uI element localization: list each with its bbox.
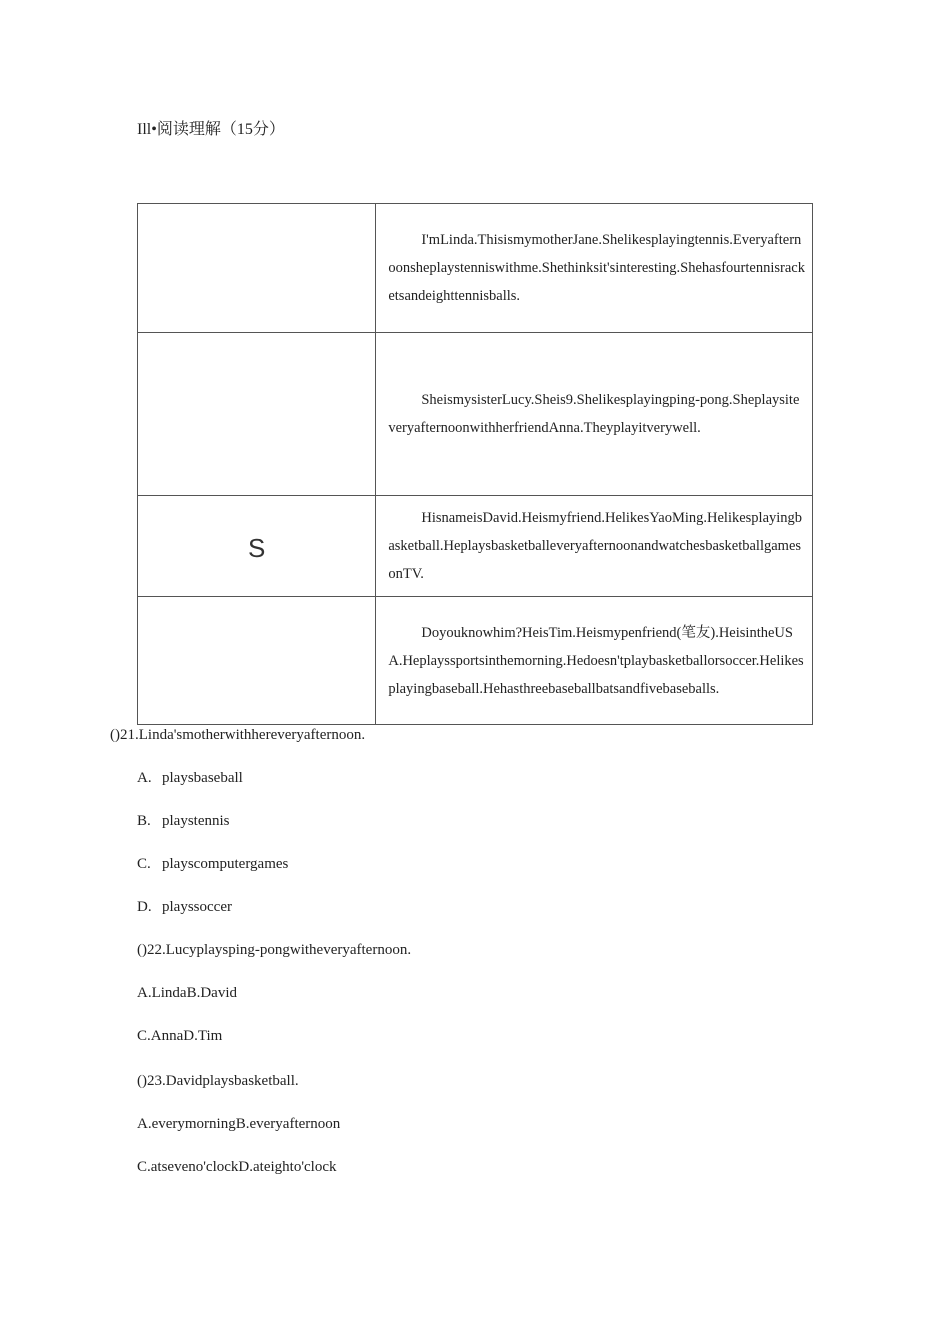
q21-option-c — [137, 854, 288, 874]
passage-image-cell — [138, 597, 376, 725]
q21-option-b — [137, 811, 230, 831]
passage-text: SheismysisterLucy.Sheis9.Shelikesplayingping-pong.SheplaysiteveryafternoonwithherfriendAnna.Theyplayitverywell. — [388, 392, 800, 436]
reading-passages-table — [137, 203, 813, 725]
option-text: playsbaseball — [162, 770, 243, 786]
passage-image-cell — [138, 496, 376, 597]
question-22: ()22.Lucyplaysping-pongwitheveryafternoon. — [137, 942, 412, 958]
section-title: Ill•阅读理解（15分） — [137, 121, 285, 138]
passage-text-cell — [376, 597, 813, 725]
passage-row — [138, 597, 813, 725]
option-letter: C. — [137, 856, 151, 872]
option-letter: D. — [137, 899, 152, 915]
q23-options-ab: A.everymorningB.everyafternoon — [137, 1116, 341, 1132]
passage-text-cell — [376, 496, 813, 597]
passage-text-cell — [376, 204, 813, 333]
passage-text: HisnameisDavid.Heismyfriend.HelikesYaoMing.Helikesplayingbasketball.HeplaysbasketballeveryafternoonandwatchesbasketballgamesonTV. — [388, 510, 803, 582]
passage-image-mark: S — [248, 532, 266, 563]
q21-option-a — [137, 768, 243, 788]
q22-options-ab: A.LindaB.David — [137, 985, 237, 1001]
passage-text-cell — [376, 333, 813, 496]
q22-options-cd: C.AnnaD.Tim — [137, 1028, 223, 1044]
option-text: playstennis — [162, 813, 230, 829]
passage-text: Doyouknowhim?HeisTim.Heismypenfriend(笔友).HeisintheUSA.Heplayssportsinthemorning.Hedoesn'tplaybasketballorsoccer.Helikesplayingbaseball.Hehasthreebaseballbatsandfivebaseballs. — [388, 624, 804, 697]
passage-row — [138, 204, 813, 333]
q23-options-cd: C.atseveno'clockD.ateighto'clock — [137, 1159, 337, 1175]
passage-row — [138, 333, 813, 496]
passage-text: I'mLinda.ThisismymotherJane.Shelikesplayingtennis.Everyafternoonsheplaystenniswithme.Shethinksit'sinteresting.Shehasfourtennisracketsandeighttennisballs. — [388, 232, 805, 304]
option-text: playssoccer — [162, 899, 232, 915]
passage-image-cell — [138, 204, 376, 333]
q21-option-d — [137, 897, 232, 917]
passage-row — [138, 496, 813, 597]
question-23: ()23.Davidplaysbasketball. — [137, 1073, 299, 1089]
option-text: playscomputergames — [162, 856, 289, 872]
question-21: ()21.Linda'smotherwithhereveryafternoon. — [110, 727, 366, 743]
option-letter: A. — [137, 770, 152, 786]
option-letter: B. — [137, 813, 151, 829]
passage-image-cell — [138, 333, 376, 496]
